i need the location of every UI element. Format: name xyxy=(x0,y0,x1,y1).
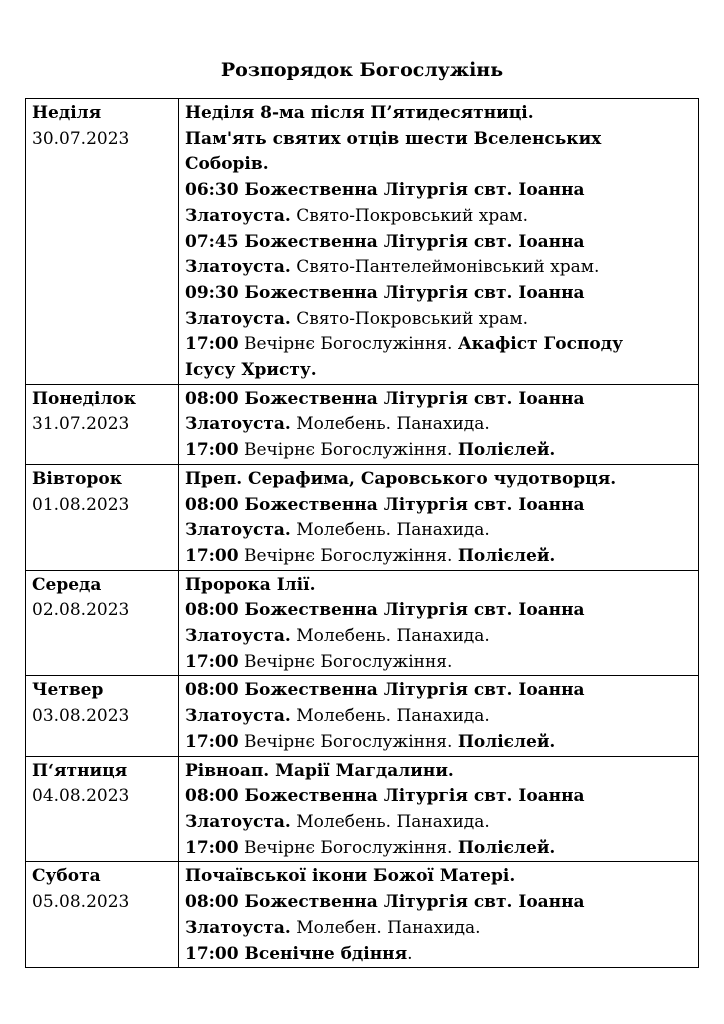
service-text-bold: Златоуста. xyxy=(185,520,291,541)
service-line xyxy=(185,152,692,178)
service-text-bold: Преп. Серафима, Саровського чудотворця. xyxy=(185,468,617,489)
service-text-bold: 09:30 Божественна Літургія свт. Іоанна xyxy=(185,282,585,303)
service-text: Вечірнє Богослужіння. xyxy=(238,731,458,752)
day-cell xyxy=(26,384,179,464)
service-text-bold: 17:00 xyxy=(185,440,239,461)
day-date: 30.07.2023 xyxy=(32,128,130,149)
service-text-bold: Златоуста. xyxy=(185,811,291,832)
service-line xyxy=(185,598,692,624)
table-row xyxy=(26,464,699,570)
day-date: 03.08.2023 xyxy=(32,706,130,727)
services-cell xyxy=(179,464,699,570)
service-text-bold: Полієлей. xyxy=(457,837,556,858)
service-text: Вечірнє Богослужіння. xyxy=(238,837,458,858)
service-line xyxy=(185,518,692,544)
day-name: П‘ятниця xyxy=(32,760,128,781)
service-text: Вечірнє Богослужіння. xyxy=(238,440,458,461)
day-cell xyxy=(26,676,179,756)
service-text-bold: 08:00 Божественна Літургія свт. Іоанна xyxy=(185,600,585,621)
service-text-bold: Акафіст Господу xyxy=(457,334,623,355)
service-line xyxy=(185,916,692,942)
service-line xyxy=(185,759,692,785)
services-cell xyxy=(179,676,699,756)
service-line xyxy=(185,230,692,256)
service-line xyxy=(185,101,692,127)
service-text-bold: 17:00 xyxy=(185,545,239,566)
service-line xyxy=(185,730,692,756)
service-text-bold: Полієлей. xyxy=(457,545,556,566)
service-text: Молебень. Панахида. xyxy=(290,626,490,647)
services-cell xyxy=(179,99,699,385)
service-text: Вечірнє Богослужіння. xyxy=(238,545,458,566)
day-name: Неділя xyxy=(32,103,102,123)
service-text: Молебень. Панахида. xyxy=(290,811,490,832)
service-line xyxy=(185,204,692,230)
service-text-bold: Пророка Ілії. xyxy=(185,574,316,595)
services-cell xyxy=(179,570,699,676)
service-text: Свято-Покровський храм. xyxy=(290,205,529,226)
service-text-bold: Златоуста. xyxy=(185,626,291,647)
day-cell xyxy=(26,464,179,570)
service-text-bold: 17:00 xyxy=(185,334,239,355)
table-row xyxy=(26,676,699,756)
day-date: 31.07.2023 xyxy=(32,414,130,435)
service-line xyxy=(185,178,692,204)
service-text: Молебень. Панахида. xyxy=(290,520,490,541)
service-text-bold: Златоуста. xyxy=(185,257,291,278)
table-row xyxy=(26,862,699,968)
service-line xyxy=(185,810,692,836)
day-cell xyxy=(26,570,179,676)
service-line xyxy=(185,332,692,358)
service-text-bold: 08:00 Божественна Літургія свт. Іоанна xyxy=(185,494,585,515)
day-name: Середа xyxy=(32,574,102,595)
service-line xyxy=(185,942,692,968)
service-text-bold: 06:30 Божественна Літургія свт. Іоанна xyxy=(185,180,585,201)
day-cell xyxy=(26,99,179,385)
services-cell xyxy=(179,862,699,968)
service-line xyxy=(185,784,692,810)
service-line xyxy=(185,864,692,890)
service-text-bold: 07:45 Божественна Літургія свт. Іоанна xyxy=(185,231,585,252)
service-line xyxy=(185,387,692,413)
service-line xyxy=(185,650,692,676)
table-row xyxy=(26,570,699,676)
service-text: Свято-Покровський храм. xyxy=(290,308,529,329)
service-text-bold: Златоуста. xyxy=(185,917,291,938)
service-text-bold: Полієлей. xyxy=(457,440,556,461)
service-text-bold: Ісусу Христу. xyxy=(185,360,317,381)
service-line xyxy=(185,704,692,730)
service-text: Вечірнє Богослужіння. xyxy=(238,651,453,672)
service-line xyxy=(185,836,692,862)
service-line xyxy=(185,890,692,916)
service-text-bold: Пам'ять святих отців шести Вселенських xyxy=(185,128,602,149)
service-line xyxy=(185,624,692,650)
schedule-body xyxy=(26,99,699,968)
service-text-bold: 17:00 xyxy=(185,651,239,672)
service-text-bold: 08:00 Божественна Літургія свт. Іоанна xyxy=(185,680,585,701)
service-line xyxy=(185,358,692,384)
day-name: Четвер xyxy=(32,680,104,701)
service-text-bold: 17:00 xyxy=(185,837,239,858)
day-cell xyxy=(26,756,179,862)
service-line xyxy=(185,255,692,281)
service-line xyxy=(185,281,692,307)
page-title: Розпорядок Богослужінь xyxy=(220,59,504,81)
service-line xyxy=(185,307,692,333)
service-text-bold: 08:00 Божественна Літургія свт. Іоанна xyxy=(185,388,585,409)
service-text-bold: Златоуста. xyxy=(185,205,291,226)
services-cell xyxy=(179,756,699,862)
service-text-bold: Златоуста. xyxy=(185,414,291,435)
service-line xyxy=(185,678,692,704)
service-line xyxy=(185,493,692,519)
service-text: Вечірнє Богослужіння. xyxy=(238,334,458,355)
day-date: 02.08.2023 xyxy=(32,600,130,621)
service-text-bold: 08:00 Божественна Літургія свт. Іоанна xyxy=(185,786,585,807)
day-date: 05.08.2023 xyxy=(32,892,130,913)
service-text: Молебень. Панахида. xyxy=(290,414,490,435)
service-text-bold: Златоуста. xyxy=(185,308,291,329)
services-cell xyxy=(179,384,699,464)
service-text-bold: Почаївської ікони Божої Матері. xyxy=(185,866,516,887)
service-text-bold: 17:00 Всенічне бдіння xyxy=(185,943,408,964)
day-date: 04.08.2023 xyxy=(32,786,130,807)
service-text-bold: Неділя 8-ма після П’ятидесятниці. xyxy=(185,103,534,123)
table-row xyxy=(26,99,699,385)
service-line xyxy=(185,573,692,599)
schedule-table xyxy=(25,98,699,968)
service-text: Свято-Пантелеймонівський храм. xyxy=(290,257,600,278)
service-text-bold: Соборів. xyxy=(185,154,269,175)
service-text-bold: Полієлей. xyxy=(457,731,556,752)
day-name: Понеділок xyxy=(32,388,137,409)
day-name: Вівторок xyxy=(32,468,123,489)
service-line xyxy=(185,544,692,570)
service-text-bold: 08:00 Божественна Літургія свт. Іоанна xyxy=(185,892,585,913)
service-text-bold: Златоуста. xyxy=(185,706,291,727)
service-text: Молебен. Панахида. xyxy=(290,917,481,938)
table-row xyxy=(26,384,699,464)
service-text: Молебень. Панахида. xyxy=(290,706,490,727)
day-cell xyxy=(26,862,179,968)
day-name: Субота xyxy=(32,866,101,887)
service-line xyxy=(185,127,692,153)
day-date: 01.08.2023 xyxy=(32,494,130,515)
service-text-bold: 17:00 xyxy=(185,731,239,752)
table-row xyxy=(26,756,699,862)
service-line xyxy=(185,438,692,464)
service-line xyxy=(185,412,692,438)
service-text: . xyxy=(407,943,413,964)
service-text-bold: Рівноап. Марії Магдалини. xyxy=(185,760,454,781)
service-line xyxy=(185,467,692,493)
